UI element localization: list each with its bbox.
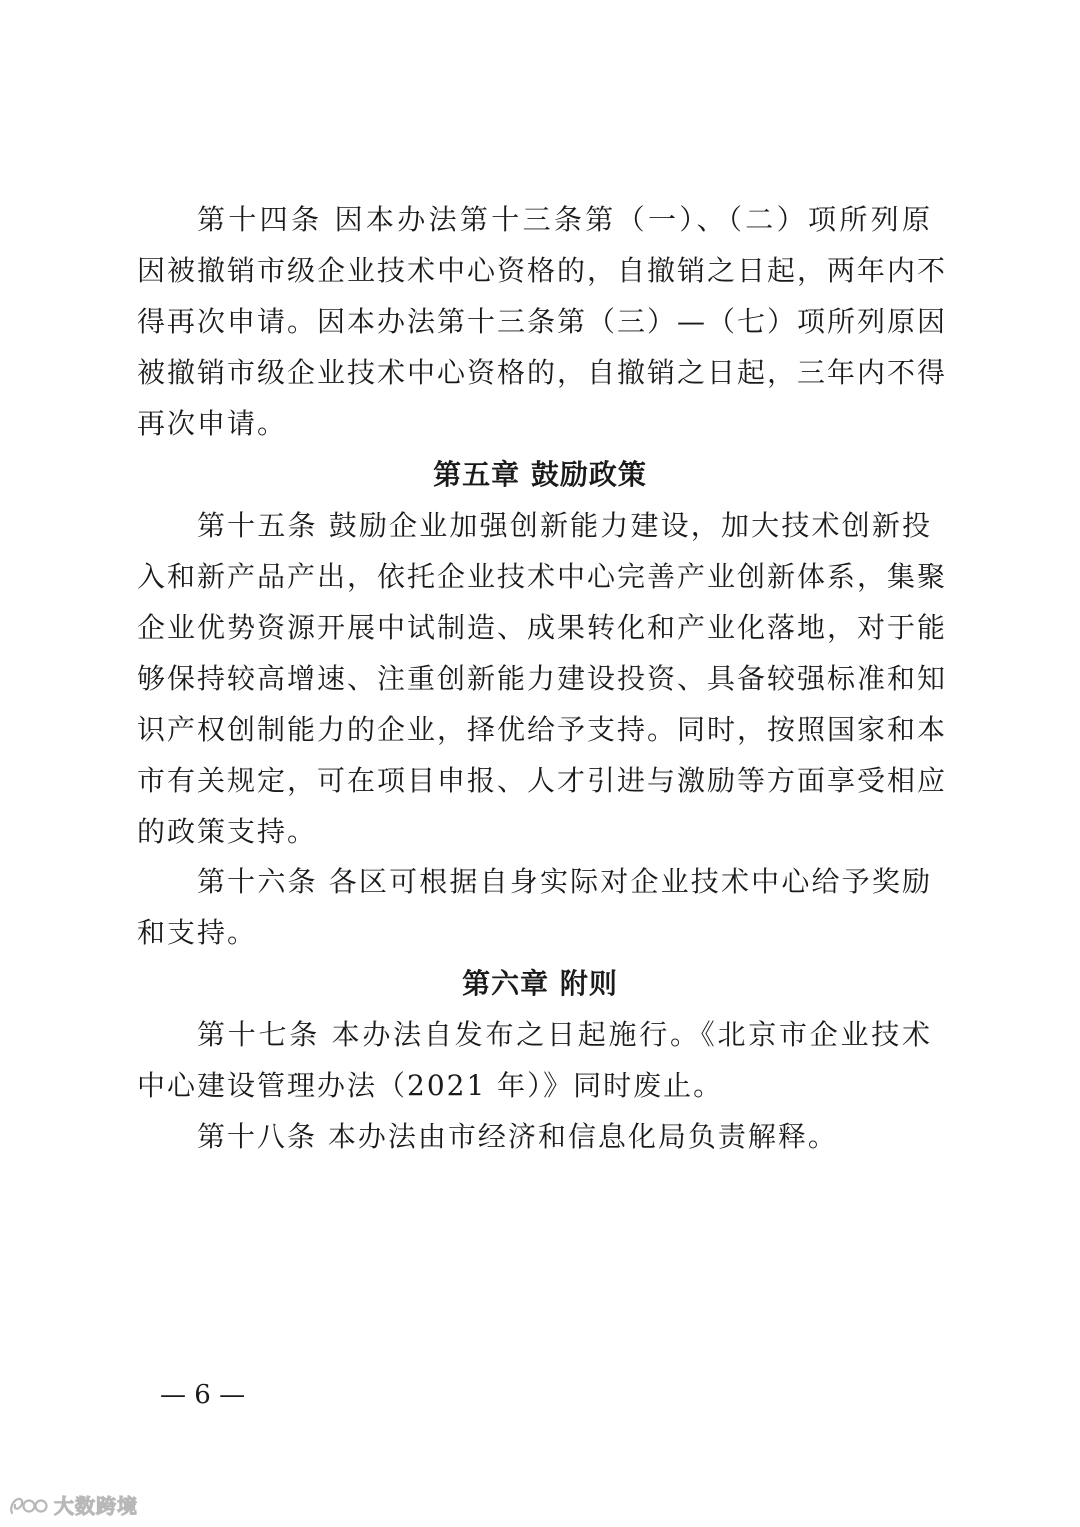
paragraph-line: 第十七条 本办法自发布之日起施行。《北京市企业技术 — [197, 1018, 932, 1051]
paragraph-line: 识产权创制能力的企业，择优给予支持。同时，按照国家和本 — [137, 713, 948, 746]
paragraph-line: 入和新产品产出，依托企业技术中心完善产业创新体系，集聚 — [137, 560, 948, 593]
dashuju-logo-icon — [8, 1495, 48, 1517]
paragraph-line: 企业优势资源开展中试制造、成果转化和产业化落地，对于能 — [137, 611, 948, 644]
paragraph-line: 中心建设管理办法（2021 年）》同时废止。 — [137, 1069, 724, 1102]
watermark — [8, 1492, 138, 1520]
watermark-text: 大数跨境 — [54, 1494, 138, 1518]
paragraph-line: 够保持较高增速、注重创新能力建设投资、具备较强标准和知 — [137, 662, 948, 695]
paragraph-line: 的政策支持。 — [137, 815, 318, 848]
paragraph-line: 第十五条 鼓励企业加强创新能力建设，加大技术创新投 — [197, 509, 932, 542]
paragraph-line: 因被撤销市级企业技术中心资格的，自撤销之日起，两年内不 — [137, 254, 948, 287]
paragraph-line: 和支持。 — [137, 916, 258, 949]
paragraph-line: 市有关规定，可在项目申报、人才引进与激励等方面享受相应 — [137, 764, 948, 797]
chapter-heading: 第六章 附则 — [462, 967, 618, 1000]
paragraph-line: 第十八条 本办法由市经济和信息化局负责解释。 — [197, 1120, 838, 1153]
page-number: — 6 — — [160, 1380, 246, 1410]
paragraph-line: 得再次申请。因本办法第十三条第（三）—（七）项所列原因 — [137, 305, 948, 338]
paragraph-line: 被撤销市级企业技术中心资格的，自撤销之日起，三年内不得 — [137, 356, 948, 389]
chapter-heading: 第五章 鼓励政策 — [433, 458, 647, 491]
paragraph-line: 再次申请。 — [137, 407, 288, 440]
paragraph-line: 第十六条 各区可根据自身实际对企业技术中心给予奖励 — [197, 865, 932, 898]
paragraph-line: 第十四条 因本办法第十三条第（一）、（二）项所列原 — [197, 203, 932, 236]
